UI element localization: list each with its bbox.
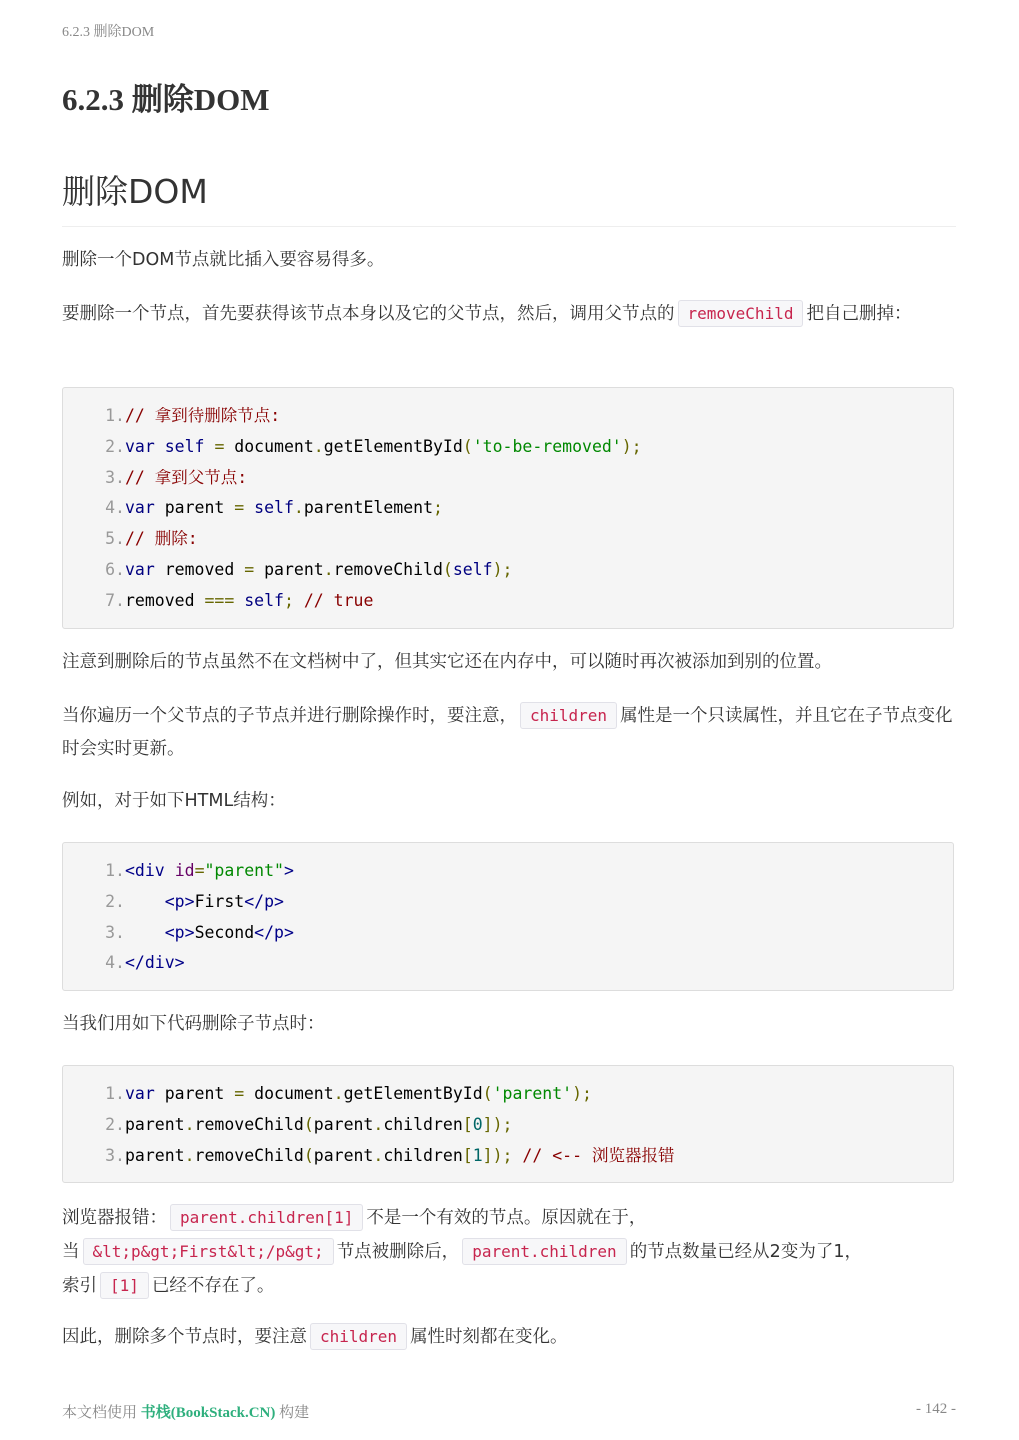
line-number: 4. [105,498,125,518]
code-text: parent.removeChild(parent.children[1]); // <-- 浏览器报错 [125,1145,675,1165]
footer-credit [62,1401,309,1422]
text: 把自己删掉： [806,304,912,324]
line-number: 7. [105,590,125,610]
code-block-remove-children [62,1065,954,1183]
text: 的节点数量已经从2变为了1， [629,1242,862,1262]
footer-suffix: 构建 [279,1405,310,1421]
line-number: 3. [105,922,125,942]
chapter-title: 6.2.3 删除DOM [62,82,270,117]
code-text: // 拿到父节点: [125,467,248,487]
line-number: 1. [105,1084,125,1103]
paragraph-memory-note: 注意到删除后的节点虽然不在文档树中了，但其实它还在内存中，可以随时再次被添加到别的位置。 [62,652,832,672]
text: 索引 [62,1276,97,1296]
line-number: 4. [105,953,125,973]
line-number: 1. [105,406,125,425]
paragraph-intro: 删除一个DOM节点就比插入要容易得多。 [62,250,385,270]
code-text: <div id="parent"> [125,861,294,880]
line-number: 6. [105,560,125,579]
text: 不是一个有效的节点。原因就在于， [366,1208,647,1228]
inline-code-index-1: [1] [100,1272,149,1299]
text: 要删除一个节点，首先要获得该节点本身以及它的父节点，然后，调用父节点的 [62,304,675,324]
line-number: 2. [105,891,125,911]
paragraph-conclusion [62,1320,956,1354]
inline-code-p-first: &lt;p&gt;First&lt;/p&gt; [83,1238,334,1265]
text: 已经不存在了。 [151,1276,275,1296]
code-text: var removed = parent.removeChild(self); [125,560,513,579]
inline-code-children: children [520,702,617,729]
text: 因此，删除多个节点时，要注意 [62,1327,307,1347]
inline-code-children-2: children [310,1323,407,1350]
code-text: var parent = self.parentElement; [125,498,443,518]
text: 当你遍历一个父节点的子节点并进行删除操作时，要注意， [62,706,517,726]
bookstack-link[interactable]: 书栈(BookStack.CN) [140,1405,276,1421]
paragraph-remove-children: 当我们用如下代码删除子节点时： [62,1014,325,1034]
paragraph-browser-error [62,1201,956,1303]
line-number: 3. [105,1145,125,1165]
line-number: 3. [105,467,125,487]
code-text: <p>First</p> [164,891,284,911]
line-number: 1. [105,861,125,880]
footer-prefix: 本文档使用 [62,1405,138,1421]
paragraph-remove-child [62,297,956,331]
inline-code-parent-children: parent.children [462,1238,627,1265]
section-title: 删除DOM [62,170,956,227]
code-text: // 删除: [125,529,198,549]
code-text: var self = document.getElementById('to-be-removed'); [125,436,642,456]
line-number: 5. [105,529,125,549]
text: 节点被删除后， [336,1242,460,1262]
code-text: // 拿到待删除节点: [125,406,281,425]
paragraph-html-example: 例如，对于如下HTML结构： [62,791,286,811]
page-number: - 142 - [916,1401,956,1417]
text: 浏览器报错： [62,1208,167,1228]
code-text: </div> [125,953,185,973]
code-text: var parent = document.getElementById('parent'); [125,1084,592,1103]
running-header: 6.2.3 删除DOM [62,25,155,40]
code-block-remove [62,387,954,629]
text: 属性时刻都在变化。 [410,1327,568,1347]
inline-code-removechild: removeChild [678,300,804,327]
text: 当 [62,1242,80,1262]
paragraph-children-note [62,699,956,766]
code-text: removed === self; // true [125,590,374,610]
code-text: parent.removeChild(parent.children[0]); [125,1114,513,1134]
code-block-html [62,842,954,991]
inline-code-parent-children-1: parent.children[1] [170,1204,363,1231]
line-number: 2. [105,436,125,456]
line-number: 2. [105,1114,125,1134]
text: 属性是一个只读属性，并且它在子节点变化时会实时更新。 [62,706,953,759]
code-text: <p>Second</p> [164,922,294,942]
